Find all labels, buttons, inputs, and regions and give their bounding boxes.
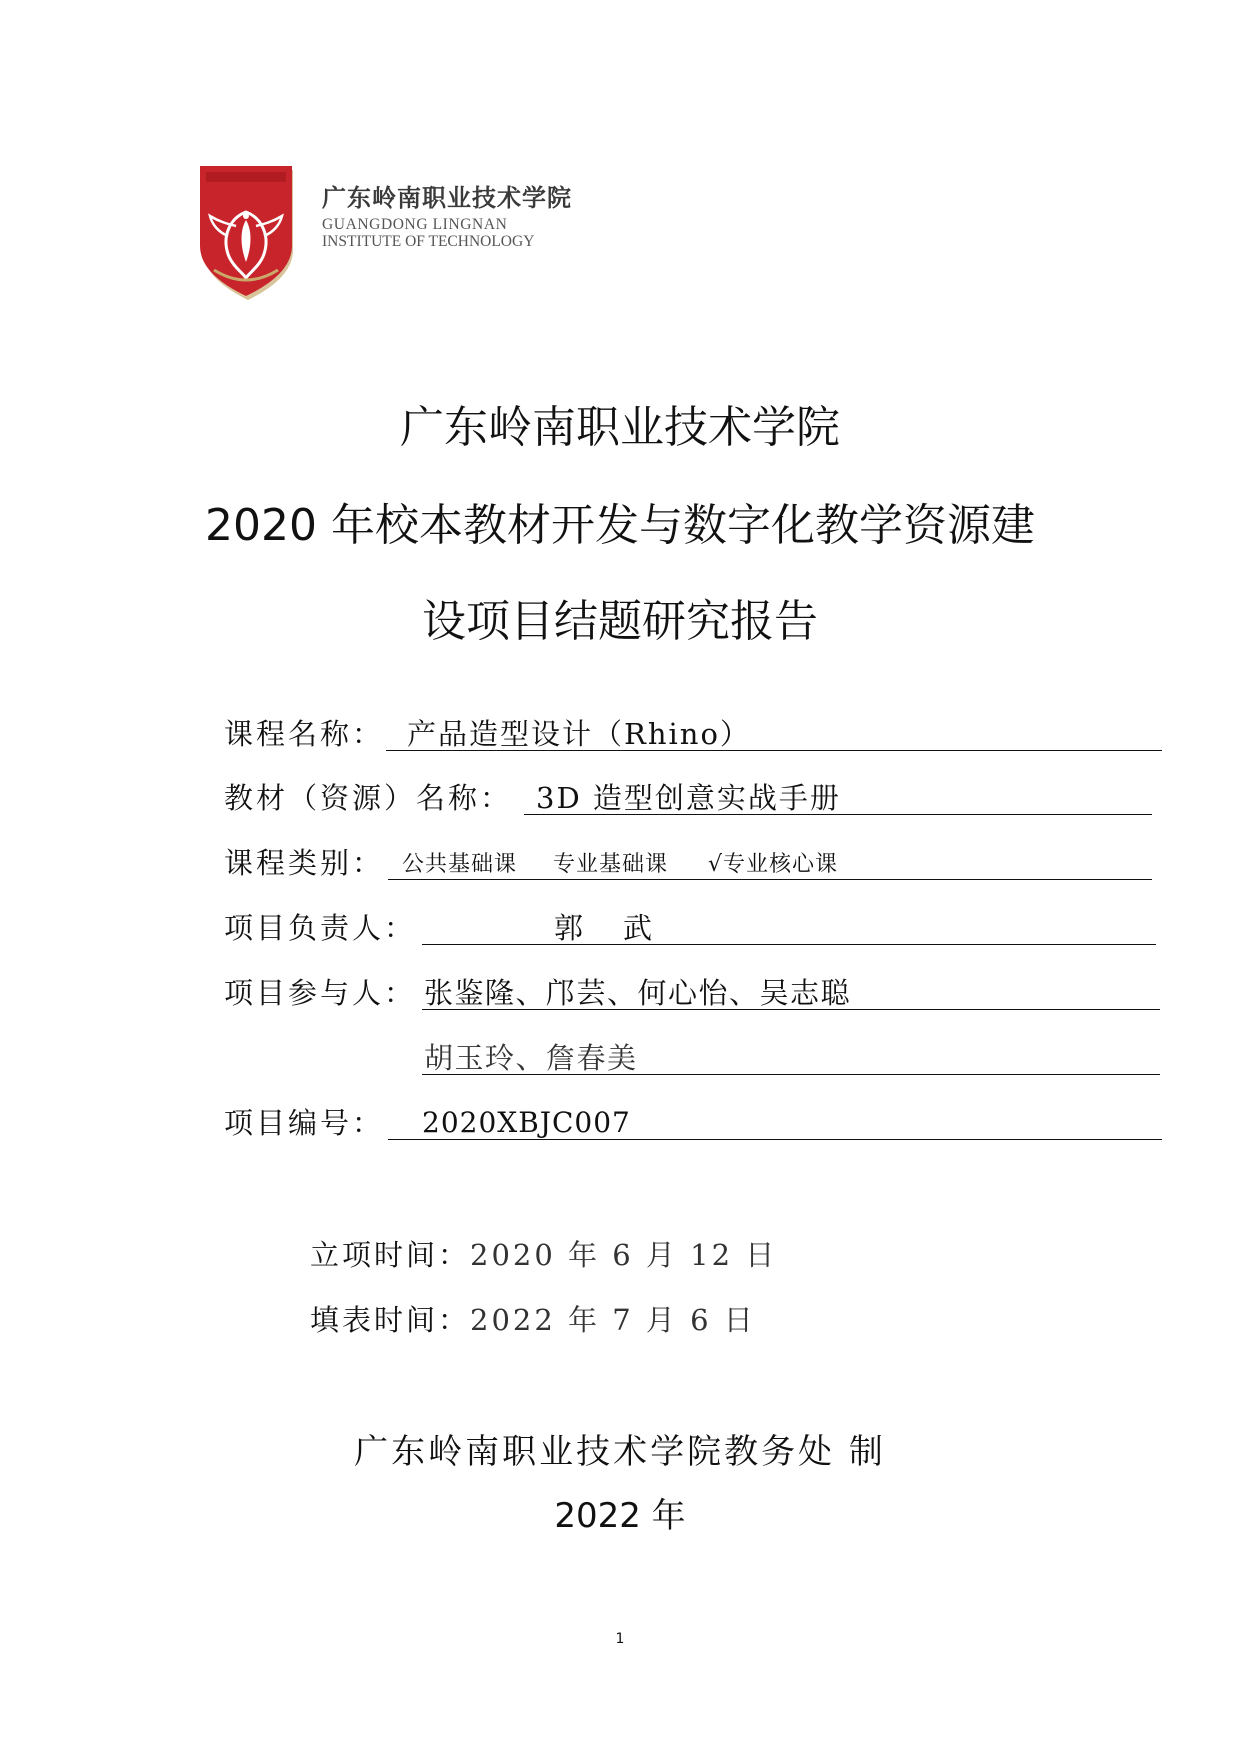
logo-name-cn: 广东岭南职业技术学院 [322, 184, 572, 212]
filled-date [310, 1299, 756, 1341]
report-title-line2: 2020 年校本教材开发与数字化教学资源建 [205, 500, 1035, 551]
project-leader-value [554, 908, 654, 948]
category-option-public-basic: 公共基础课 [402, 852, 518, 877]
approval-date [310, 1234, 777, 1276]
issuer-line: 广东岭南职业技术学院教务处 制 [354, 1432, 886, 1472]
underline [388, 1139, 1162, 1140]
underline [422, 944, 1156, 945]
logo-name-en-line2: INSTITUTE OF TECHNOLOGY [322, 233, 535, 250]
underline [388, 879, 1152, 880]
underline [524, 814, 1152, 815]
project-number-label: 项目编号： [224, 1106, 385, 1140]
course-category-label: 课程类别： [224, 846, 385, 880]
report-title-line1: 广东岭南职业技术学院 [400, 402, 840, 453]
textbook-name-value: 3D 造型创意实战手册 [536, 781, 841, 815]
phoenix-shield-icon [200, 166, 296, 302]
page-number: 1 [615, 1631, 625, 1647]
project-leader-given-name: 武 [623, 911, 655, 945]
project-leader-surname: 郭 [554, 911, 586, 945]
project-number-value: 2020XBJC007 [422, 1106, 631, 1139]
category-option-professional-core: √专业核心课 [708, 852, 839, 877]
filled-date-label: 填表时间： [310, 1303, 471, 1337]
logo-wordmark [322, 184, 612, 250]
approval-date-label: 立项时间： [310, 1238, 471, 1272]
project-leader-label: 项目负责人： [224, 911, 417, 945]
course-name-label: 课程名称： [224, 717, 385, 751]
issue-year: 2022 年 [554, 1496, 686, 1536]
logo-name-en-line1: GUANGDONG LINGNAN [322, 216, 508, 233]
institute-logo [200, 166, 600, 306]
underline [422, 1009, 1160, 1010]
course-name-value: 产品造型设计（Rhino） [407, 717, 751, 751]
filled-date-value: 2022 年 7 月 6 日 [470, 1303, 756, 1337]
participants-line2: 胡玉玲、詹春美 [424, 1041, 638, 1075]
textbook-name-label: 教材（资源）名称： [224, 781, 513, 815]
participants-label: 项目参与人： [224, 976, 417, 1010]
underline [386, 750, 1162, 751]
underline [422, 1074, 1160, 1075]
report-title-line3: 设项目结题研究报告 [422, 596, 818, 647]
participants-line1: 张鉴隆、邝芸、何心怡、吴志聪 [424, 976, 852, 1010]
category-option-professional-basic: 专业基础课 [553, 852, 669, 877]
approval-date-value: 2020 年 6 月 12 日 [470, 1238, 778, 1272]
